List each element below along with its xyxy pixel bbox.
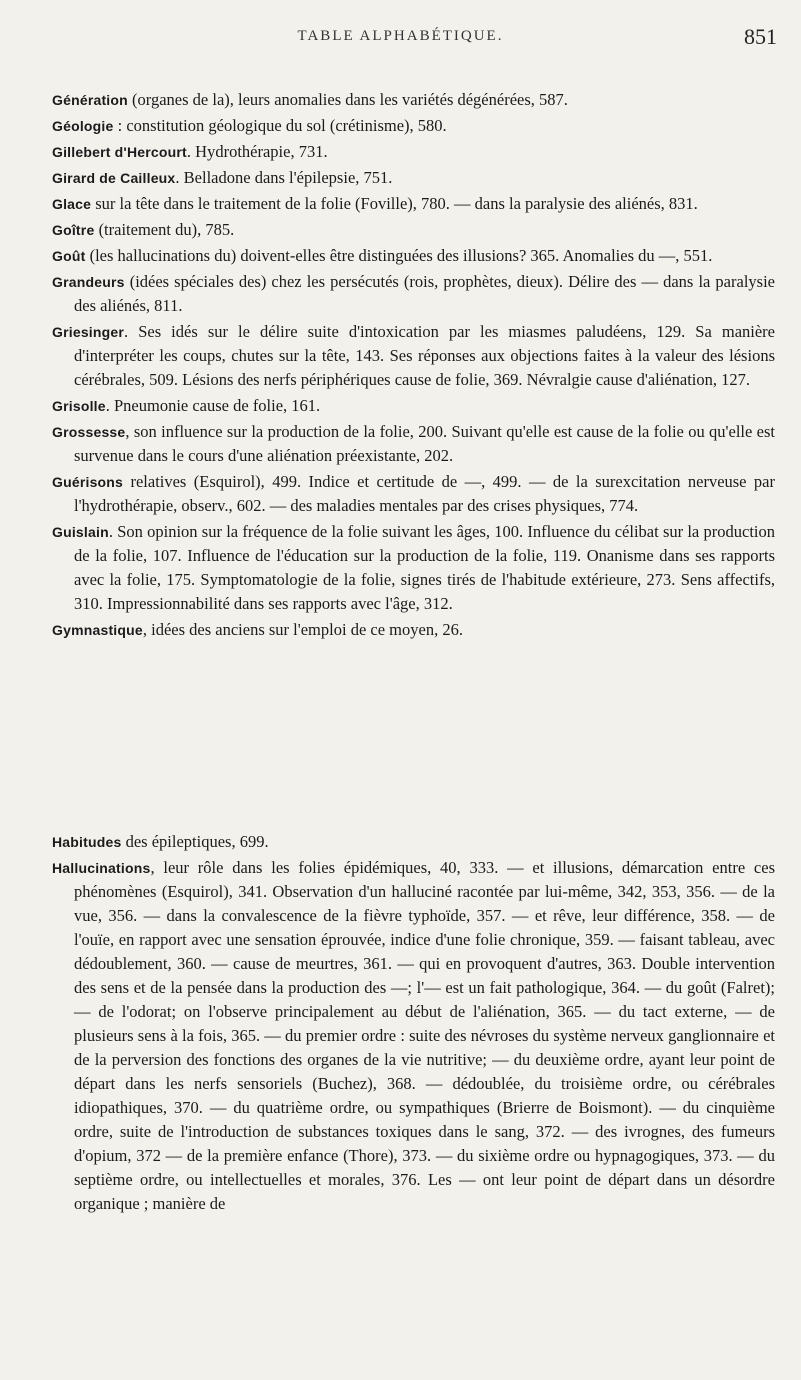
index-entry: [52, 88, 775, 112]
index-entry: [52, 420, 775, 468]
index-entry: [52, 520, 775, 616]
entry-head: Guérisons: [52, 474, 124, 490]
entry-head: Goître: [52, 222, 95, 238]
entry-head: Griesinger: [52, 324, 125, 340]
index-entry: [52, 320, 775, 392]
index-section-h: [52, 830, 775, 1218]
entry-text: relatives (Esquirol), 499. Indice et certitude de —, 499. — de la surexcitation nerveuse par l'hydrothérapie, observ., 602. — des maladies mentales par des crises physiques, 774.: [74, 472, 775, 515]
index-entry: [52, 192, 775, 216]
entry-head: Girard de Cailleux: [52, 170, 176, 186]
entry-head: Gillebert d'Hercourt: [52, 144, 187, 160]
index-entry: [52, 218, 775, 242]
page-header: [0, 16, 801, 56]
entry-head: Génération: [52, 92, 128, 108]
entry-head: Géologie: [52, 118, 114, 134]
entry-text: , son influence sur la production de la folie, 200. Suivant qu'elle est cause de la folie ou qu'elle est survenue dans le cours d'une aliénation préexistante, 202.: [74, 422, 775, 465]
running-title: TABLE ALPHABÉTIQUE.: [297, 28, 504, 44]
entry-text: , leur rôle dans les folies épidémiques, 40, 333. — et illusions, démarcation entre ces phénomènes (Esquirol), 341. Observation d'un halluciné racontée par lui-même, 342, 353, 356. — de la vue, 356. — dans la convalescence de la fièvre typhoïde, 357. — et rêve, leur différence, 358. — de l'ouïe, en rapport avec une sensation éprouvée, indice d'une folie chronique, 359. — faisant tableau, avec dédoublement, 360. — cause de meurtres, 361. — qui en provoquent d'autres, 363. Double intervention des sens et de la pensée dans la production des —; l'— est un fait pathologique, 364. — du goût (Falret); — de l'odorat; on l'observe principalement au début de l'aliénation, 365. — du tact externe, — de plusieurs sens à la fois, 365. — du premier ordre : suite des névroses du système nerveux ganglionnaire et de la perversion des fonctions des organes de la vie nutritive; — du deuxième ordre, ayant leur point de départ dans les nerfs sensoriels (Buchez), 368. — dédoublée, du troisième ordre, ou cérébrales idiopathiques, 370. — du quatrième ordre, ou sympathiques (Brierre de Boismont). — du cinquième ordre, suite de l'introduction de substances toxiques dans le sang, 372. — des ivrognes, des fumeurs d'opium, 372 — de la première enfance (Thore), 373. — du sixième ordre ou hypnagogiques, 373. — du septième ordre, ou intellectuelles et morales, 376. Les — ont leur point de départ dans un désordre organique ; manière de: [74, 858, 775, 1213]
index-entry: [52, 140, 775, 164]
entry-text: . Ses idés sur le délire suite d'intoxication par les miasmes paludéens, 129. Sa manière d'interpréter les coups, chutes sur la tête, 143. Ses réponses aux objections faites à la valeur des lésions cérébrales, 509. Lésions des nerfs périphériques cause de folie, 369. Névralgie cause d'aliénation, 127.: [74, 322, 775, 389]
index-entry: [52, 618, 775, 642]
entry-text: des épileptiques, 699.: [121, 832, 269, 851]
entry-head: Grossesse: [52, 424, 126, 440]
index-entry: [52, 114, 775, 138]
entry-text: , idées des anciens sur l'emploi de ce moyen, 26.: [142, 620, 463, 639]
index-entry: [52, 470, 775, 518]
index-section-g: [52, 88, 775, 644]
index-entry: [52, 244, 775, 268]
index-entry: [52, 270, 775, 318]
entry-text: (organes de la), leurs anomalies dans les variétés dégénérées, 587.: [127, 90, 568, 109]
entry-head: Grandeurs: [52, 274, 125, 290]
entry-text: . Pneumonie cause de folie, 161.: [105, 396, 321, 415]
entry-text: . Son opinion sur la fréquence de la folie suivant les âges, 100. Influence du célibat sur la production de la folie, 107. Influence de l'éducation sur la production de la folie, 119. Onanisme dans ses rapports avec la folie, 175. Symptomatologie de la folie, signes tirés de l'habitude extérieure, 273. Sens affectifs, 310. Impressionnabilité dans ses rapports avec l'âge, 312.: [74, 522, 775, 613]
entry-text: (traitement du), 785.: [94, 220, 235, 239]
entry-text: . Belladone dans l'épilepsie, 751.: [175, 168, 393, 187]
entry-head: Glace: [52, 196, 92, 212]
index-entry: [52, 394, 775, 418]
entry-head: Habitudes: [52, 834, 122, 850]
entry-text: (idées spéciales des) chez les persécutés (rois, prophètes, dieux). Délire des — dans la paralysie des aliénés, 811.: [74, 272, 775, 315]
entry-head: Guislain: [52, 524, 109, 540]
entry-head: Goût: [52, 248, 86, 264]
entry-head: Hallucinations: [52, 860, 151, 876]
entry-head: Grisolle: [52, 398, 106, 414]
index-entry: [52, 830, 775, 854]
entry-text: (les hallucinations du) doivent-elles être distinguées des illusions? 365. Anomalies du —, 551.: [85, 246, 713, 265]
entry-text: sur la tête dans le traitement de la folie (Foville), 780. — dans la paralysie des aliénés, 831.: [91, 194, 698, 213]
entry-head: Gymnastique: [52, 622, 143, 638]
index-entry: [52, 856, 775, 1216]
page-number: 851: [744, 24, 777, 49]
entry-text: : constitution géologique du sol (crétinisme), 580.: [113, 116, 447, 135]
index-entry: [52, 166, 775, 190]
entry-text: . Hydrothérapie, 731.: [186, 142, 328, 161]
